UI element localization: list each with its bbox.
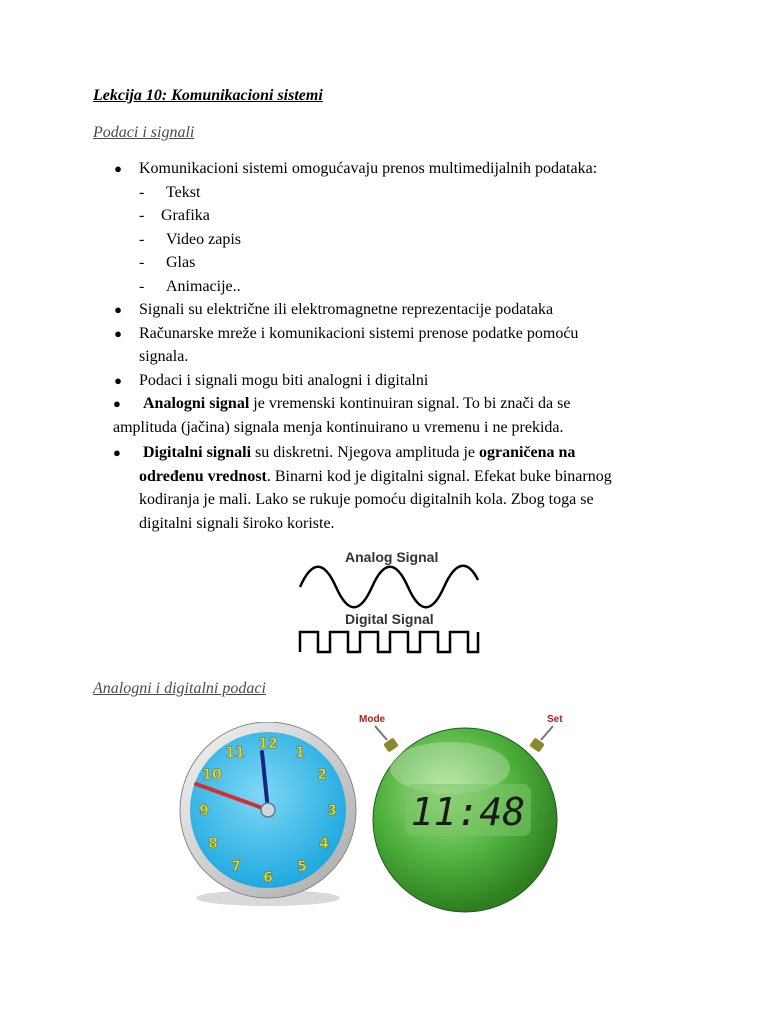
dash-icon: -	[139, 277, 145, 295]
digital-wave	[300, 632, 478, 652]
set-arrow	[541, 726, 553, 740]
clock-numeral: 7	[231, 859, 241, 875]
sub-item-text: Animacije..	[166, 277, 241, 295]
bullet-text: su diskretni. Njegova amplituda je	[251, 444, 479, 461]
analog-digital-signal-figure	[290, 540, 490, 660]
clock-numeral: 4	[319, 836, 329, 852]
sub-item-text: Grafika	[161, 207, 210, 224]
list-item	[113, 441, 673, 535]
bullet-text-continued: amplituda (jačina) signala menja kontinuirano u vremenu i ne prekida.	[113, 418, 564, 436]
clock-center-pin	[261, 803, 275, 817]
clock-numeral: 8	[208, 836, 218, 852]
sub-list-item	[113, 228, 673, 252]
clock-numeral: 11	[225, 745, 245, 761]
bullet-text-continued: digitalni signali široko koriste.	[139, 514, 335, 532]
clock-numeral: 5	[297, 859, 307, 875]
dash-icon: -	[139, 183, 145, 201]
digital-time-display: 11:48	[410, 790, 526, 834]
analog-clock	[176, 722, 360, 912]
section-heading-analog-digital-data: Analogni i digitalni podaci	[93, 680, 266, 697]
bullet-text: Komunikacioni sistemi omogućavaju prenos multimedijalnih podataka:	[139, 160, 598, 177]
clock-numeral: 1	[295, 745, 305, 761]
clock-numeral: 10	[202, 767, 222, 783]
digital-signal-label: Digital Signal	[345, 611, 434, 627]
analog-signal-label: Analog Signal	[345, 549, 439, 565]
list-item	[113, 157, 673, 181]
dash-icon: -	[139, 254, 145, 271]
set-label: Set	[547, 714, 563, 725]
sub-list-item	[113, 204, 673, 228]
bullet-icon: ●	[114, 302, 122, 317]
clock-numeral: 2	[317, 767, 327, 783]
bold-term: određenu vrednost	[139, 467, 267, 485]
bullet-icon: ●	[113, 445, 121, 460]
bullet-text-continued: kodiranja je mali. Lako se rukuje pomoću digitalnih kola. Zbog toga se	[139, 491, 594, 508]
sub-item-text: Glas	[166, 254, 196, 271]
bullet-text: je vremenski kontinuiran signal. To bi znači da se	[249, 395, 571, 412]
sub-list-item	[113, 275, 673, 299]
bullet-text-continued: . Binarni kod je digitalni signal. Efekat buke binarnog	[266, 467, 612, 485]
digital-clock	[355, 708, 585, 916]
section-heading-data-signals: Podaci i signali	[93, 124, 195, 141]
mode-arrow	[375, 726, 387, 740]
list-item	[113, 392, 673, 439]
list-item	[113, 369, 673, 393]
mode-label: Mode	[359, 714, 386, 725]
bullet-icon: ●	[113, 396, 121, 411]
clock-numeral: 3	[327, 803, 337, 819]
clock-numeral: 6	[263, 870, 273, 886]
sub-list-item	[113, 181, 673, 205]
clock-numeral: 12	[258, 736, 278, 752]
bullet-icon: ●	[114, 372, 122, 388]
list-item	[113, 298, 673, 322]
sub-item-text: Tekst	[166, 183, 201, 201]
bullet-icon: ●	[114, 161, 122, 176]
bullet-icon: ●	[114, 325, 122, 341]
clock-numeral: 9	[199, 803, 209, 819]
lesson-title: Lekcija 10: Komunikacioni sistemi	[93, 87, 323, 104]
sub-item-text: Video zapis	[166, 230, 242, 248]
bullet-text-continued: signala.	[139, 348, 189, 365]
analog-wave	[300, 566, 478, 607]
dash-icon: -	[139, 207, 145, 224]
bullet-text: Podaci i signali mogu biti analogni i digitalni	[139, 371, 429, 389]
bold-term: ograničena na	[478, 444, 576, 461]
bullet-text: Signali su električne ili elektromagnetne reprezentacije podataka	[139, 301, 554, 318]
dash-icon: -	[139, 230, 145, 248]
sub-list-item	[113, 251, 673, 275]
list-item	[113, 322, 673, 369]
bold-term: Analogni signal	[143, 395, 250, 412]
bullet-list	[113, 157, 673, 535]
bold-term: Digitalni signali	[143, 444, 252, 461]
bullet-text: Računarske mreže i komunikacioni sistemi prenose podatke pomoću	[139, 324, 579, 342]
